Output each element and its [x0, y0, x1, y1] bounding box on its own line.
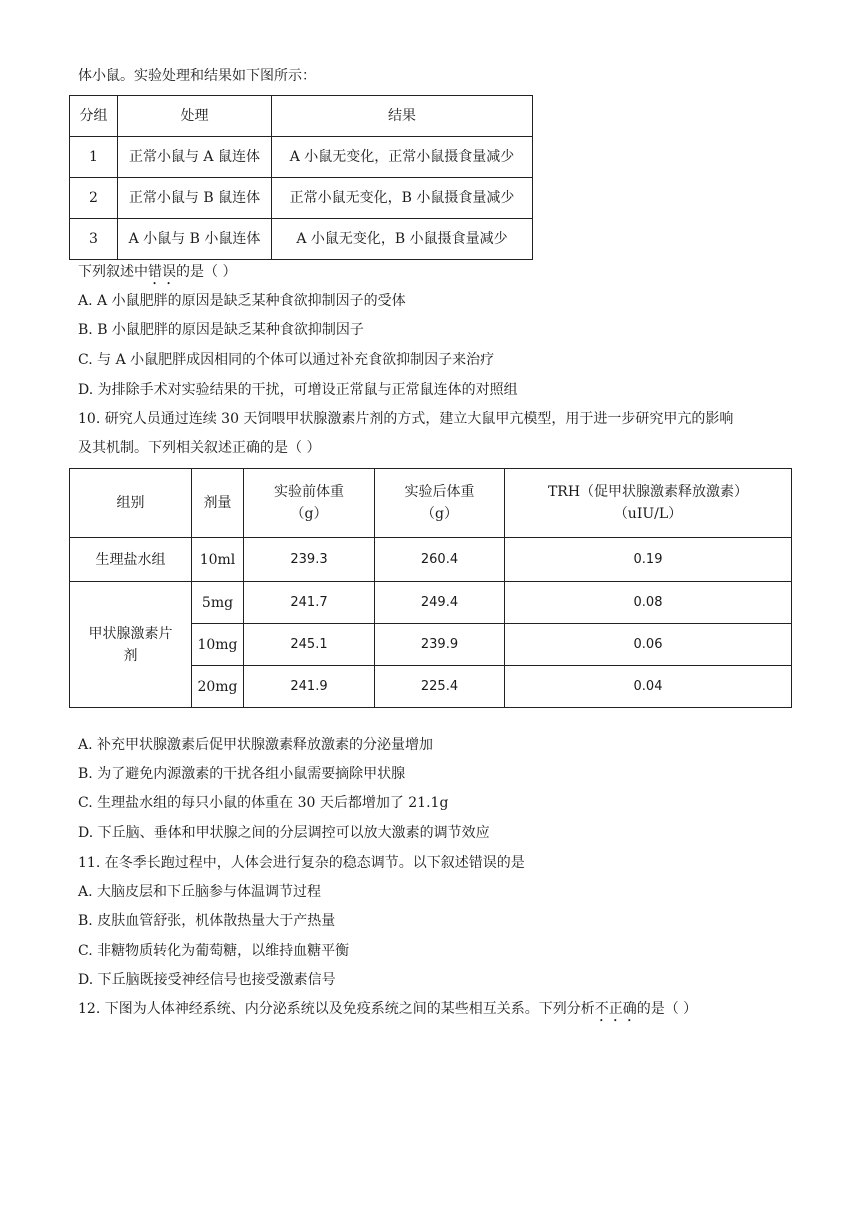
experiment-table [69, 95, 533, 260]
thyroid-table [69, 468, 792, 708]
cell-trh: 0.04 [505, 666, 792, 708]
q9-option-a: A. A 小鼠肥胖的原因是缺乏某种食欲抑制因子的受体 [78, 293, 406, 309]
header-trh: TRH（促甲状腺激素释放激素） （uIU/L） [505, 469, 792, 538]
cell-dose: 20mg [192, 666, 244, 708]
q9-stem-pre: 下列叙述中 [78, 264, 148, 280]
q12-stem [78, 999, 697, 1025]
cell-group: 1 [70, 137, 118, 178]
q9-stem-post: 的是（ ） [176, 264, 237, 280]
cell-trh: 0.08 [505, 582, 792, 624]
cell-weight-before: 241.7 [244, 582, 375, 624]
q10-option-d: D. 下丘脑、垂体和甲状腺之间的分层调控可以放大激素的调节效应 [78, 825, 490, 841]
cell-trh: 0.19 [505, 538, 792, 582]
cell-weight-before: 245.1 [244, 624, 375, 666]
table-row [70, 137, 533, 178]
header-group: 组别 [70, 469, 192, 538]
header-weight-before: 实验前体重 （g） [244, 469, 375, 538]
cell-dose: 10mg [192, 624, 244, 666]
q12-stem-pre: 12. 下图为人体神经系统、内分泌系统以及免疫系统之间的某些相互关系。下列分析 [78, 1001, 595, 1017]
table-row [70, 538, 792, 582]
table-row [70, 582, 792, 624]
q11-option-a: A. 大脑皮层和下丘脑参与体温调节过程 [78, 884, 322, 900]
q11-option-d: D. 下丘脑既接受神经信号也接受激素信号 [78, 972, 336, 988]
cell-group-thyroid: 甲状腺激素片 剂 [70, 582, 192, 708]
cell-trh: 0.06 [505, 624, 792, 666]
q9-stem [78, 262, 236, 288]
cell-result: 正常小鼠无变化，B 小鼠摄食量减少 [272, 178, 533, 219]
cell-dose: 10ml [192, 538, 244, 582]
header-weight-after: 实验后体重 （g） [375, 469, 505, 538]
q10-option-c: C. 生理盐水组的每只小鼠的体重在 30 天后都增加了 21.1g [78, 795, 449, 811]
q12-stem-post: 的是（ ） [636, 1001, 698, 1017]
table-row [70, 178, 533, 219]
cell-group: 2 [70, 178, 118, 219]
table-header-row [70, 96, 533, 137]
cell-weight-after: 225.4 [375, 666, 505, 708]
cell-dose: 5mg [192, 582, 244, 624]
cell-treatment: 正常小鼠与 B 鼠连体 [118, 178, 272, 219]
cell-treatment: A 小鼠与 B 小鼠连体 [118, 219, 272, 260]
q12-stem-emphasis: 不正确 [594, 1001, 637, 1017]
table-row [70, 219, 533, 260]
cell-weight-after: 239.9 [375, 624, 505, 666]
cell-group: 3 [70, 219, 118, 260]
cell-weight-after: 260.4 [375, 538, 505, 582]
header-result: 结果 [272, 96, 533, 137]
q9-stem-emphasis: 错误 [148, 264, 176, 280]
cell-weight-after: 249.4 [375, 582, 505, 624]
q10-stem-line2: 及其机制。下列相关叙述正确的是（ ） [78, 440, 321, 456]
q10-stem-line1: 10. 研究人员通过连续 30 天饲喂甲状腺激素片剂的方式，建立大鼠甲亢模型，用于进一步研究甲亢的影响 [78, 411, 734, 427]
cell-treatment: 正常小鼠与 A 鼠连体 [118, 137, 272, 178]
q9-option-b: B. B 小鼠肥胖的原因是缺乏某种食欲抑制因子 [78, 322, 364, 338]
intro-text: 体小鼠。实验处理和结果如下图所示： [78, 68, 316, 84]
cell-weight-before: 239.3 [244, 538, 375, 582]
q11-option-c: C. 非糖物质转化为葡萄糖，以维持血糖平衡 [78, 943, 350, 959]
header-treatment: 处理 [118, 96, 272, 137]
cell-weight-before: 241.9 [244, 666, 375, 708]
cell-group: 生理盐水组 [70, 538, 192, 582]
header-dose: 剂量 [192, 469, 244, 538]
table-header-row [70, 469, 792, 538]
header-group: 分组 [70, 96, 118, 137]
q10-option-a: A. 补充甲状腺激素后促甲状腺激素释放激素的分泌量增加 [78, 737, 434, 753]
q9-option-c: C. 与 A 小鼠肥胖成因相同的个体可以通过补充食欲抑制因子来治疗 [78, 352, 495, 368]
q11-option-b: B. 皮肤血管舒张，机体散热量大于产热量 [78, 913, 336, 929]
q9-option-d: D. 为排除手术对实验结果的干扰，可增设正常鼠与正常鼠连体的对照组 [78, 382, 518, 398]
q10-option-b: B. 为了避免内源激素的干扰各组小鼠需要摘除甲状腺 [78, 766, 406, 782]
cell-result: A 小鼠无变化，B 小鼠摄食量减少 [272, 219, 533, 260]
q11-stem: 11. 在冬季长跑过程中，人体会进行复杂的稳态调节。以下叙述错误的是 [78, 855, 525, 871]
cell-result: A 小鼠无变化，正常小鼠摄食量减少 [272, 137, 533, 178]
